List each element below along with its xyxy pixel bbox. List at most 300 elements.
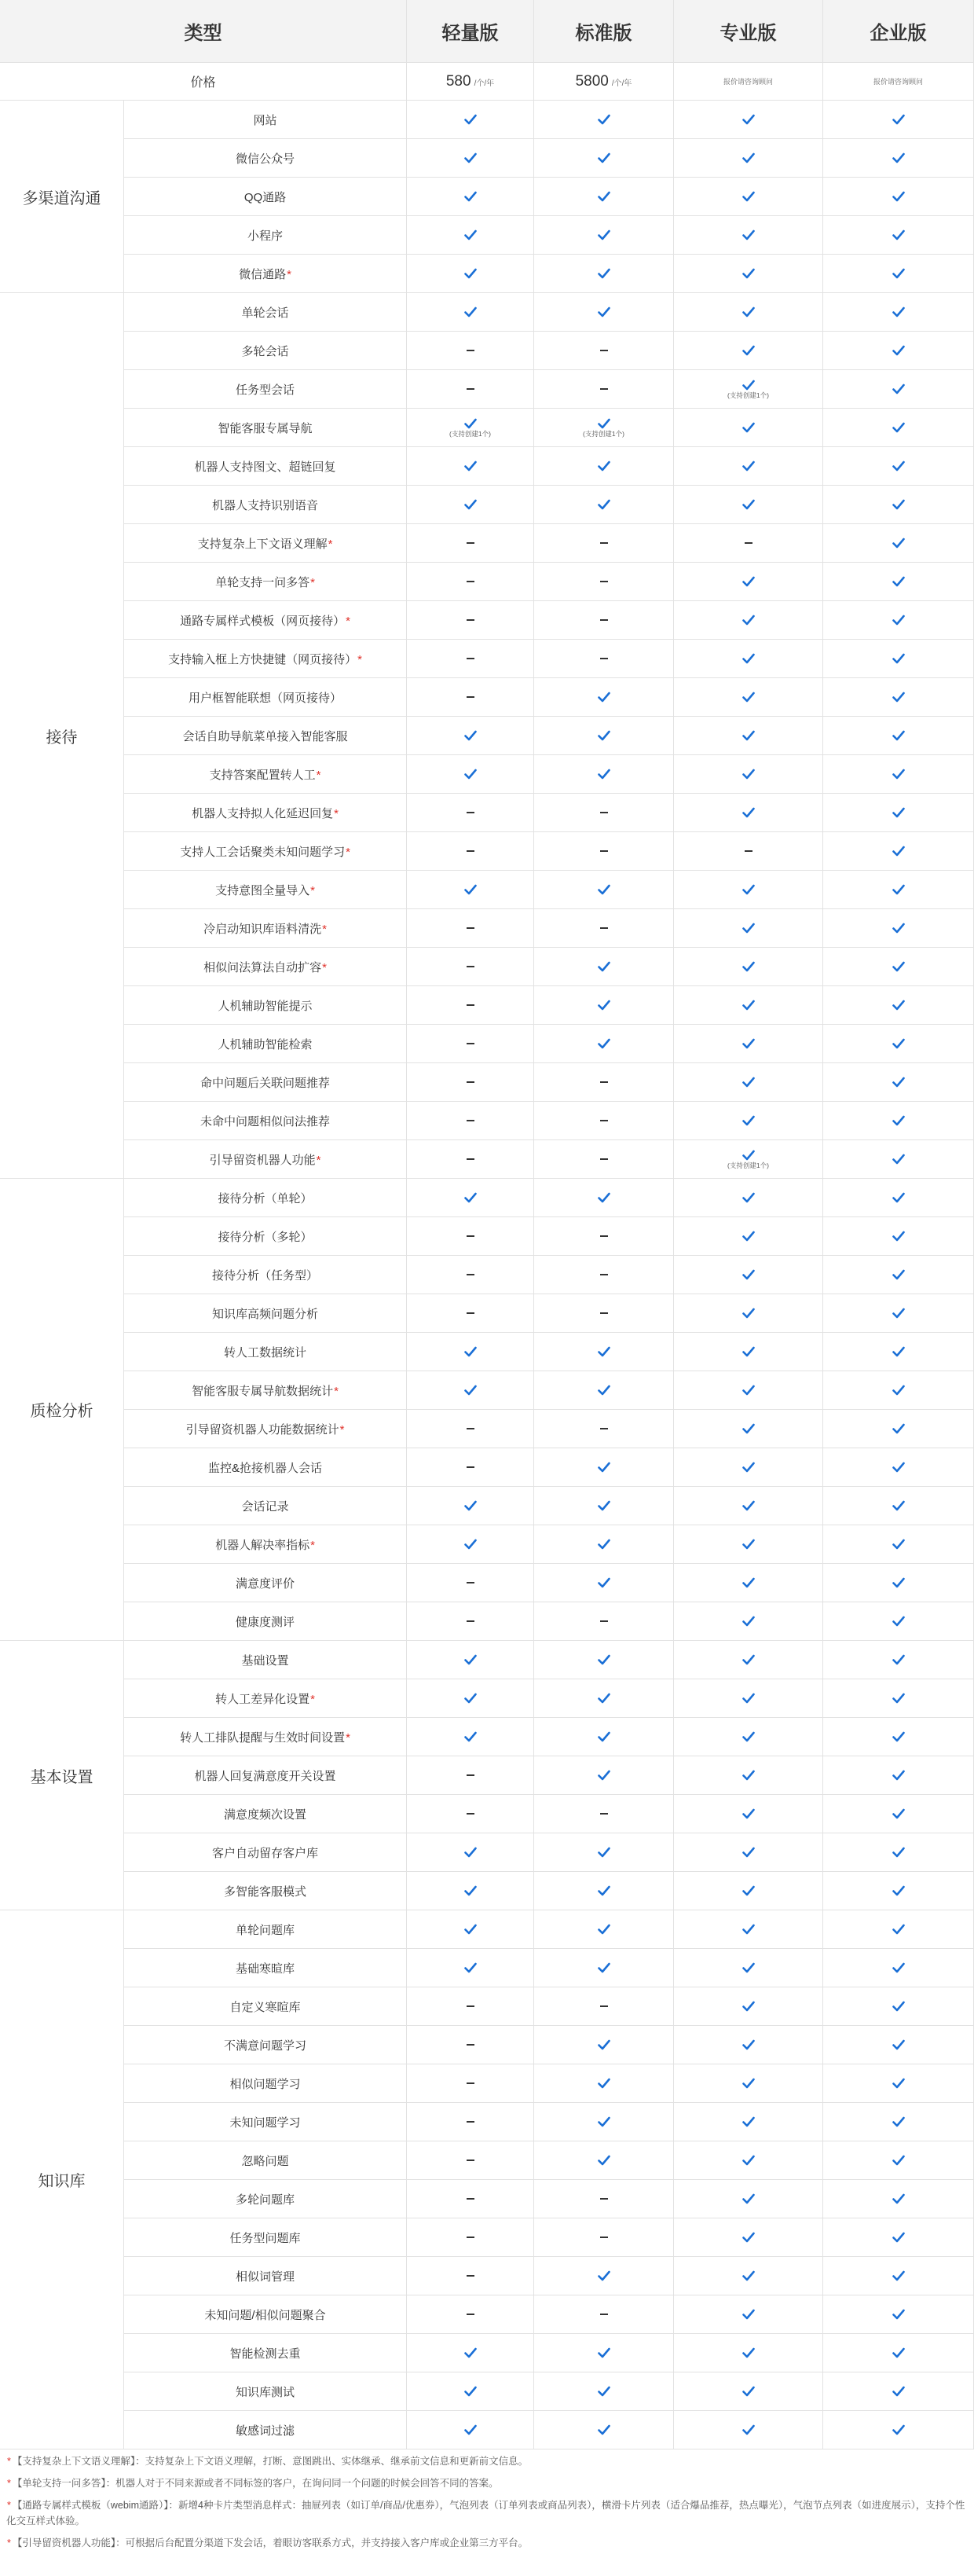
check-icon xyxy=(892,1269,905,1280)
check-icon xyxy=(598,461,610,472)
feature-label: 支持复杂上下文语义理解 xyxy=(197,537,328,551)
check-icon xyxy=(892,884,905,895)
dash-icon xyxy=(467,2044,474,2046)
check-icon xyxy=(742,2078,755,2089)
dash-icon xyxy=(467,2275,474,2277)
check-icon xyxy=(892,499,905,510)
tier-cell-standard xyxy=(534,678,674,717)
dash-icon xyxy=(467,2198,474,2200)
check-icon xyxy=(892,692,905,703)
check-icon xyxy=(892,653,905,664)
feature-name-cell xyxy=(124,370,407,409)
tier-cell-pro xyxy=(674,755,823,794)
feature-label: 支持人工会话聚类未知问题学习 xyxy=(180,845,346,859)
check-icon xyxy=(464,114,477,125)
check-icon xyxy=(598,1038,610,1049)
table-row xyxy=(124,563,974,601)
check-icon xyxy=(742,2193,755,2204)
dash-icon xyxy=(467,581,474,582)
tier-cell-pro xyxy=(674,2372,823,2411)
dash-icon xyxy=(467,388,474,390)
tier-cell-pro xyxy=(674,1833,823,1872)
tier-cell-standard xyxy=(534,832,674,871)
asterisk-marker: * xyxy=(322,960,327,974)
check-icon xyxy=(742,229,755,240)
table-row xyxy=(124,1294,974,1333)
tier-cell-standard xyxy=(534,486,674,524)
tier-cell-light xyxy=(407,1063,534,1102)
asterisk-marker: * xyxy=(310,575,315,589)
tier-cell-enterprise xyxy=(823,1371,974,1410)
dash-icon xyxy=(467,1466,474,1468)
tier-cell-standard xyxy=(534,601,674,640)
feature-name-cell xyxy=(124,717,407,755)
tier-cell-enterprise xyxy=(823,1602,974,1641)
tier-cell-light xyxy=(407,678,534,717)
tier-cell-pro xyxy=(674,909,823,948)
check-icon xyxy=(598,1577,610,1588)
section-category: 多渠道沟通 xyxy=(0,101,124,293)
tier-cell-pro xyxy=(674,486,823,524)
cell-note: (支持创建1个) xyxy=(727,391,769,399)
dash-icon xyxy=(600,658,608,659)
dash-icon xyxy=(745,542,752,544)
tier-cell-light xyxy=(407,2257,534,2295)
table-row xyxy=(124,2218,974,2257)
tier-cell-enterprise xyxy=(823,101,974,139)
tier-cell-light xyxy=(407,948,534,986)
check-icon xyxy=(742,380,755,391)
price-standard-amount: 5800 xyxy=(575,72,609,90)
check-icon xyxy=(742,2424,755,2435)
check-icon xyxy=(742,653,755,664)
section-rows xyxy=(124,1641,974,1910)
price-standard xyxy=(534,63,674,101)
tier-cell-light xyxy=(407,2218,534,2257)
section-1 xyxy=(0,101,974,293)
tier-cell-enterprise xyxy=(823,601,974,640)
tier-cell-standard xyxy=(534,409,674,447)
tier-cell-pro xyxy=(674,1333,823,1371)
table-header xyxy=(0,0,974,63)
check-icon xyxy=(464,730,477,741)
tier-cell-light xyxy=(407,1140,534,1179)
tier-cell-light xyxy=(407,2064,534,2103)
check-icon xyxy=(892,1693,905,1704)
tier-cell-enterprise xyxy=(823,1987,974,2026)
feature-name-cell xyxy=(124,1025,407,1063)
check-icon xyxy=(598,2270,610,2281)
tier-cell-light xyxy=(407,1641,534,1679)
tier-cell-standard xyxy=(534,2026,674,2064)
check-icon xyxy=(892,2386,905,2397)
check-icon xyxy=(598,152,610,163)
tier-cell-standard xyxy=(534,909,674,948)
tier-cell-light xyxy=(407,1371,534,1410)
tier-cell-enterprise xyxy=(823,948,974,986)
dash-icon xyxy=(467,2082,474,2084)
check-icon xyxy=(598,692,610,703)
check-icon xyxy=(598,884,610,895)
tier-cell-enterprise xyxy=(823,678,974,717)
check-icon xyxy=(892,229,905,240)
check-icon xyxy=(892,1924,905,1935)
feature-label: 人机辅助智能检索 xyxy=(218,1037,313,1051)
tier-cell-light xyxy=(407,909,534,948)
check-icon xyxy=(742,1616,755,1627)
table-row xyxy=(124,1371,974,1410)
tier-cell-enterprise xyxy=(823,1949,974,1987)
tier-cell-enterprise xyxy=(823,370,974,409)
check-icon xyxy=(742,807,755,818)
check-icon xyxy=(742,1462,755,1473)
section-3 xyxy=(0,1179,974,1641)
tier-cell-standard xyxy=(534,1949,674,1987)
tier-cell-pro xyxy=(674,1718,823,1756)
feature-label: 多智能客服模式 xyxy=(223,1884,306,1899)
check-icon xyxy=(742,961,755,972)
asterisk-marker: * xyxy=(339,1422,345,1437)
check-icon xyxy=(742,306,755,317)
feature-label: 单轮支持一问多答 xyxy=(215,575,310,589)
tier-cell-enterprise xyxy=(823,2372,974,2411)
table-row xyxy=(124,2141,974,2180)
tier-cell-light xyxy=(407,409,534,447)
check-icon xyxy=(892,1500,905,1511)
feature-name-cell xyxy=(124,1102,407,1140)
dash-icon xyxy=(467,927,474,929)
check-icon xyxy=(742,1308,755,1319)
feature-name-cell xyxy=(124,871,407,909)
check-icon xyxy=(892,1962,905,1973)
feature-label: 不满意问题学习 xyxy=(223,2038,306,2053)
tier-cell-pro xyxy=(674,1679,823,1718)
tier-cell-enterprise xyxy=(823,2257,974,2295)
feature-sections xyxy=(0,101,974,2449)
check-icon xyxy=(742,1539,755,1550)
tier-cell-pro xyxy=(674,216,823,255)
tier-cell-pro xyxy=(674,678,823,717)
feature-name-cell xyxy=(124,601,407,640)
tier-cell-standard xyxy=(534,1063,674,1102)
dash-icon xyxy=(467,2314,474,2315)
tier-cell-enterprise xyxy=(823,1872,974,1910)
tier-cell-light xyxy=(407,1718,534,1756)
tier-cell-enterprise xyxy=(823,717,974,755)
check-icon xyxy=(892,1038,905,1049)
tier-cell-pro xyxy=(674,717,823,755)
feature-label: 引导留资机器人功能数据统计 xyxy=(185,1422,339,1437)
price-pro-consult: 报价请咨询顾问 xyxy=(723,78,773,86)
table-row xyxy=(124,948,974,986)
feature-name-cell xyxy=(124,794,407,832)
tier-cell-standard xyxy=(534,2334,674,2372)
check-icon xyxy=(742,1808,755,1819)
tier-cell-enterprise xyxy=(823,1910,974,1949)
tier-cell-pro xyxy=(674,601,823,640)
table-row xyxy=(124,2372,974,2411)
check-icon xyxy=(464,418,477,429)
footnote xyxy=(6,2453,968,2469)
tier-cell-light xyxy=(407,1949,534,1987)
feature-label: 监控&抢接机器人会话 xyxy=(207,1461,322,1475)
tier-cell-pro xyxy=(674,1949,823,1987)
check-icon xyxy=(742,114,755,125)
dash-icon xyxy=(467,1813,474,1815)
check-icon xyxy=(464,1847,477,1858)
feature-name-cell xyxy=(124,1217,407,1256)
tier-cell-light xyxy=(407,1872,534,1910)
feature-label: 引导留资机器人功能 xyxy=(209,1153,316,1167)
feature-label: 智能检测去重 xyxy=(229,2347,301,2361)
table-row xyxy=(124,1025,974,1063)
feature-name-cell xyxy=(124,216,407,255)
feature-label: 微信通路 xyxy=(239,267,287,281)
dash-icon xyxy=(600,1081,608,1083)
feature-label: 冷启动知识库语料清洗 xyxy=(203,922,322,936)
tier-cell-pro xyxy=(674,139,823,178)
table-row xyxy=(124,871,974,909)
table-row xyxy=(124,832,974,871)
tier-cell-light xyxy=(407,447,534,486)
dash-icon xyxy=(600,1274,608,1275)
check-icon xyxy=(598,1770,610,1781)
feature-name-cell xyxy=(124,139,407,178)
tier-cell-standard xyxy=(534,2372,674,2411)
feature-label: 接待分析（任务型） xyxy=(211,1268,318,1282)
tier-cell-enterprise xyxy=(823,2218,974,2257)
dash-icon xyxy=(600,1813,608,1815)
asterisk-marker: * xyxy=(346,614,350,628)
tier-cell-pro xyxy=(674,1140,823,1179)
check-icon xyxy=(464,306,477,317)
footnote-text: 【支持复杂上下文语义理解】：支持复杂上下文语义理解，打断、意图跳出、实体继承、继承前文信息和更新前文信息。 xyxy=(12,2456,529,2467)
check-icon xyxy=(742,1924,755,1935)
dash-icon xyxy=(600,1428,608,1429)
check-icon xyxy=(892,2155,905,2166)
check-icon xyxy=(742,2386,755,2397)
table-row xyxy=(124,2334,974,2372)
price-row xyxy=(0,63,974,101)
feature-label: 会话记录 xyxy=(241,1499,289,1514)
check-icon xyxy=(892,114,905,125)
feature-name-cell xyxy=(124,2372,407,2411)
footnote xyxy=(6,2535,968,2551)
dash-icon xyxy=(467,1081,474,1083)
feature-name-cell xyxy=(124,563,407,601)
check-icon xyxy=(464,884,477,895)
tier-cell-enterprise xyxy=(823,447,974,486)
table-row xyxy=(124,524,974,563)
tier-cell-pro xyxy=(674,1410,823,1448)
tier-cell-enterprise xyxy=(823,293,974,332)
check-icon xyxy=(598,418,610,429)
tier-cell-pro xyxy=(674,871,823,909)
tier-cell-standard xyxy=(534,1872,674,1910)
check-icon xyxy=(598,1539,610,1550)
table-row xyxy=(124,909,974,948)
check-icon xyxy=(464,191,477,202)
table-row xyxy=(124,1679,974,1718)
tier-cell-light xyxy=(407,755,534,794)
footnote-text: 【通路专属样式模板（webim通路）】：新增4种卡片类型消息样式：抽屉列表（如订单/商品/优惠券），气泡列表（订单列表或商品列表），横滑卡片列表（适合爆品推荐，热点曝光），气泡节点列表（如进度展示），支持个性化交互样式体验。 xyxy=(6,2500,965,2526)
tier-cell-pro xyxy=(674,794,823,832)
feature-label: 支持答案配置转人工 xyxy=(209,768,316,782)
tier-cell-pro xyxy=(674,2257,823,2295)
check-icon xyxy=(892,1808,905,1819)
asterisk-marker: * xyxy=(310,1692,315,1706)
check-icon xyxy=(464,1924,477,1935)
table-row xyxy=(124,1949,974,1987)
check-icon xyxy=(742,1731,755,1742)
section-5 xyxy=(0,1910,974,2449)
tier-cell-light xyxy=(407,293,534,332)
check-icon xyxy=(598,2039,610,2050)
tier-cell-light xyxy=(407,1294,534,1333)
price-pro xyxy=(674,63,823,101)
check-icon xyxy=(742,1346,755,1357)
tier-cell-pro xyxy=(674,178,823,216)
check-icon xyxy=(892,1231,905,1242)
section-rows xyxy=(124,293,974,1179)
dash-icon xyxy=(600,2005,608,2007)
feature-label: 小程序 xyxy=(247,229,283,243)
feature-name-cell xyxy=(124,1256,407,1294)
tier-cell-standard xyxy=(534,2180,674,2218)
feature-name-cell xyxy=(124,1333,407,1371)
check-icon xyxy=(892,730,905,741)
tier-cell-pro xyxy=(674,1564,823,1602)
tier-cell-light xyxy=(407,1795,534,1833)
check-icon xyxy=(892,1654,905,1665)
tier-cell-enterprise xyxy=(823,1641,974,1679)
tier-cell-pro xyxy=(674,2026,823,2064)
tier-cell-pro xyxy=(674,1602,823,1641)
table-row xyxy=(124,447,974,486)
tier-cell-light xyxy=(407,2334,534,2372)
tier-cell-standard xyxy=(534,1140,674,1179)
check-icon xyxy=(892,576,905,587)
section-4 xyxy=(0,1641,974,1910)
check-icon xyxy=(742,692,755,703)
asterisk-marker: * xyxy=(316,768,321,782)
check-icon xyxy=(742,1693,755,1704)
tier-cell-light xyxy=(407,1833,534,1872)
tier-cell-standard xyxy=(534,986,674,1025)
check-icon xyxy=(892,1385,905,1396)
tier-cell-pro xyxy=(674,1487,823,1525)
check-icon xyxy=(742,191,755,202)
dash-icon xyxy=(467,1120,474,1121)
tier-cell-pro xyxy=(674,1217,823,1256)
table-row xyxy=(124,755,974,794)
feature-label: 单轮问题库 xyxy=(235,1923,295,1937)
table-row xyxy=(124,178,974,216)
feature-label: 通路专属样式模板（网页接待） xyxy=(180,614,346,628)
tier-cell-light xyxy=(407,1525,534,1564)
section-category: 基本设置 xyxy=(0,1641,124,1910)
tier-cell-enterprise xyxy=(823,1525,974,1564)
table-row xyxy=(124,1795,974,1833)
tier-cell-enterprise xyxy=(823,2103,974,2141)
check-icon xyxy=(742,615,755,626)
table-row xyxy=(124,1564,974,1602)
feature-label: 忽略问题 xyxy=(241,2154,289,2168)
tier-cell-standard xyxy=(534,1833,674,1872)
tier-cell-pro xyxy=(674,640,823,678)
check-icon xyxy=(742,1885,755,1896)
tier-cell-standard xyxy=(534,178,674,216)
check-icon xyxy=(598,1346,610,1357)
check-icon xyxy=(742,1269,755,1280)
table-row xyxy=(124,2064,974,2103)
check-icon xyxy=(464,1500,477,1511)
tier-cell-standard xyxy=(534,794,674,832)
price-label: 价格 xyxy=(0,63,407,101)
check-icon xyxy=(598,1500,610,1511)
check-icon xyxy=(892,345,905,356)
tier-cell-enterprise xyxy=(823,640,974,678)
tier-cell-standard xyxy=(534,524,674,563)
dash-icon xyxy=(467,1620,474,1622)
asterisk-marker: * xyxy=(346,1730,350,1745)
check-icon xyxy=(892,2424,905,2435)
tier-cell-standard xyxy=(534,1371,674,1410)
tier-cell-standard xyxy=(534,293,674,332)
check-icon xyxy=(892,2309,905,2320)
dash-icon xyxy=(467,658,474,659)
table-row xyxy=(124,2257,974,2295)
feature-name-cell xyxy=(124,1910,407,1949)
feature-name-cell xyxy=(124,1525,407,1564)
table-row xyxy=(124,293,974,332)
tier-cell-pro xyxy=(674,2295,823,2334)
feature-label: 会话自助导航菜单接入智能客服 xyxy=(182,729,348,743)
tier-cell-standard xyxy=(534,1525,674,1564)
dash-icon xyxy=(600,1158,608,1160)
tier-cell-enterprise xyxy=(823,2334,974,2372)
tier-cell-enterprise xyxy=(823,1256,974,1294)
check-icon xyxy=(742,1000,755,1011)
check-icon xyxy=(598,1847,610,1858)
check-icon xyxy=(892,1462,905,1473)
asterisk-marker: * xyxy=(7,2456,11,2467)
tier-cell-enterprise xyxy=(823,909,974,948)
feature-label: 基础寒暄库 xyxy=(235,1961,295,1976)
check-icon xyxy=(742,1423,755,1434)
tier-cell-enterprise xyxy=(823,178,974,216)
table-row xyxy=(124,1987,974,2026)
feature-name-cell xyxy=(124,755,407,794)
tier-cell-enterprise xyxy=(823,1294,974,1333)
tier-cell-standard xyxy=(534,563,674,601)
check-icon xyxy=(598,730,610,741)
check-icon xyxy=(464,268,477,279)
check-icon xyxy=(742,2232,755,2243)
check-icon xyxy=(598,2078,610,2089)
table-row xyxy=(124,1063,974,1102)
check-icon xyxy=(742,1038,755,1049)
dash-icon xyxy=(467,1582,474,1583)
feature-name-cell xyxy=(124,2334,407,2372)
tier-cell-standard xyxy=(534,101,674,139)
asterisk-marker: * xyxy=(357,652,362,666)
feature-name-cell xyxy=(124,678,407,717)
tier-cell-enterprise xyxy=(823,1679,974,1718)
tier-cell-light xyxy=(407,139,534,178)
dash-icon xyxy=(467,350,474,351)
feature-label: 智能客服专属导航数据统计 xyxy=(192,1384,334,1398)
